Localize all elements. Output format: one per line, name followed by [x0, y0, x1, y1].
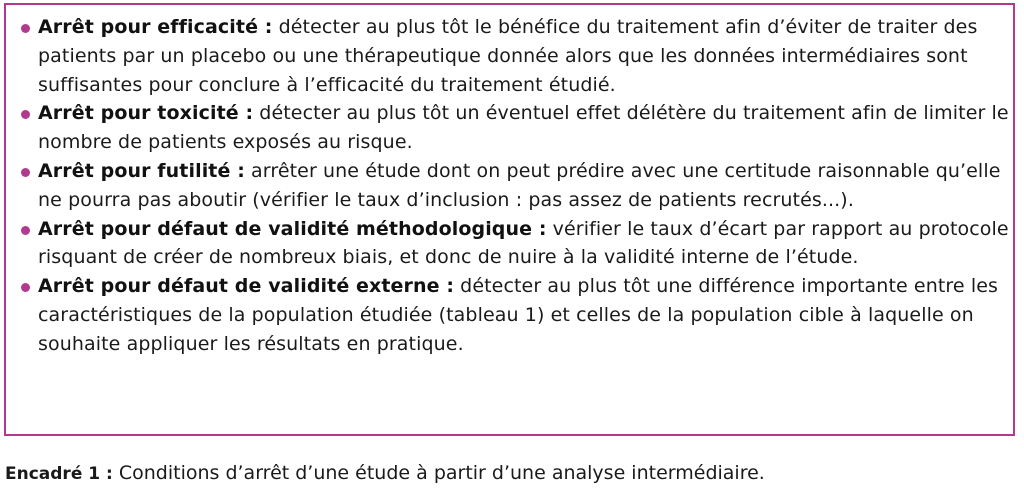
list-item [18, 157, 1013, 215]
item-term: Arrêt pour défaut de validité méthodologique : [38, 217, 547, 240]
bullet-dot-icon [21, 226, 30, 235]
item-term: Arrêt pour futilité : [38, 159, 245, 182]
caption-label: Encadré 1 : [5, 464, 113, 484]
bullet-dot-icon [21, 283, 30, 292]
item-text: détecter au plus tôt un éventuel effet délétère du traitement afin de limiter le nombre de patients exposés au risque. [38, 102, 1009, 154]
list-item [18, 272, 1013, 358]
text-box [4, 3, 1015, 436]
item-text: détecter au plus tôt le bénéfice du traitement afin d’éviter de traiter des patients par un placebo ou une thérapeutique donnée alors que les données intermédiaires sont suffisantes pour conclure à l’efficacité du traitement étudié. [38, 16, 978, 96]
figure-caption [5, 461, 765, 486]
list-item [18, 215, 1013, 273]
item-term: Arrêt pour efficacité : [38, 16, 273, 38]
caption-text: Conditions d’arrêt d’une étude à partir d’une analyse intermédiaire. [112, 462, 765, 484]
list-item [18, 13, 1013, 99]
bullet-dot-icon [21, 110, 30, 119]
item-text: détecter au plus tôt une différence importante entre les caractéristiques de la population étudiée (tableau 1) et celles de la population cible à laquelle on souhaite appliquer les résultats en pratique. [38, 275, 998, 355]
item-term: Arrêt pour toxicité : [38, 102, 254, 125]
item-term: Arrêt pour défaut de validité externe : [38, 275, 455, 298]
bullet-list [18, 13, 1013, 359]
list-item [18, 99, 1013, 157]
item-text: arrêter une étude dont on peut prédire avec une certitude raisonnable qu’elle ne pourra pas aboutir (vérifier le taux d’inclusion : pas assez de patients recrutés...). [38, 159, 1001, 211]
item-text: vérifier le taux d’écart par rapport au protocole risquant de créer de nombreux biais, et donc de nuire à la validité interne de l’étude. [38, 217, 1009, 269]
bullet-dot-icon [21, 168, 30, 177]
bullet-dot-icon [21, 24, 30, 33]
